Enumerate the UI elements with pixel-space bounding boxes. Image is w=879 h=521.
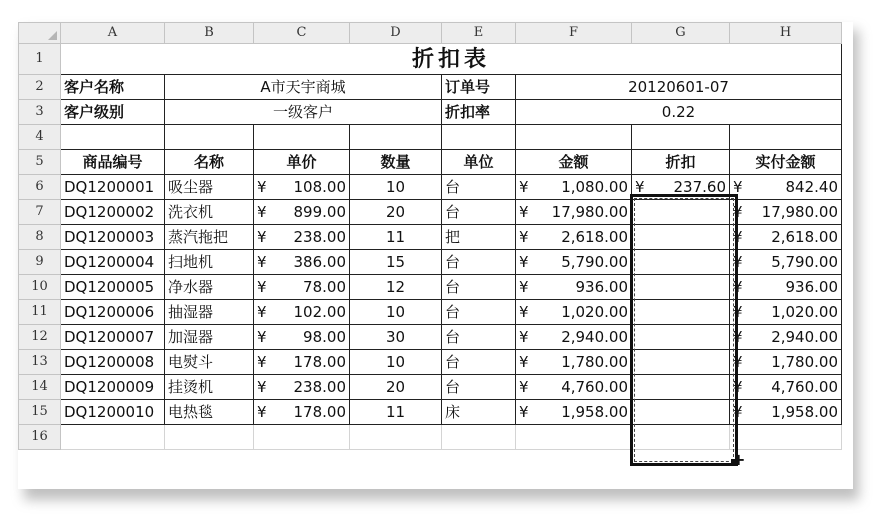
table-row [19, 275, 842, 300]
unit-price-cell[interactable] [254, 200, 350, 225]
product-name-cell[interactable]: 电熨斗 [165, 350, 254, 375]
customer-name-label[interactable]: 客户名称 [61, 75, 165, 100]
currency-symbol: ¥ [257, 303, 267, 321]
product-code-cell[interactable]: DQ1200010 [61, 400, 165, 425]
amount-cell[interactable] [516, 325, 632, 350]
unit-cell[interactable]: 台 [442, 175, 516, 200]
product-name-cell[interactable]: 加湿器 [165, 325, 254, 350]
currency-value: 1,020.00 [771, 303, 838, 321]
column-header-B[interactable]: B [165, 23, 254, 44]
unit-price-cell[interactable] [254, 250, 350, 275]
currency-symbol: ¥ [635, 178, 645, 196]
row-header-11[interactable]: 11 [19, 300, 61, 325]
empty-cell[interactable] [61, 425, 165, 450]
table-header[interactable]: 金额 [516, 150, 632, 175]
empty-cell[interactable] [165, 125, 254, 150]
column-header-H[interactable]: H [730, 23, 842, 44]
currency-symbol: ¥ [519, 328, 529, 346]
quantity-cell[interactable]: 11 [350, 225, 442, 250]
currency-symbol: ¥ [519, 253, 529, 271]
customer-level-value[interactable]: 一级客户 [165, 100, 442, 125]
amount-cell[interactable] [516, 250, 632, 275]
unit-cell[interactable]: 台 [442, 300, 516, 325]
row-header-1[interactable]: 1 [19, 44, 61, 75]
currency-symbol: ¥ [257, 403, 267, 421]
currency-symbol: ¥ [733, 228, 743, 246]
table-row [19, 250, 842, 275]
row-header-7[interactable]: 7 [19, 200, 61, 225]
currency-symbol: ¥ [519, 228, 529, 246]
unit-price-cell[interactable] [254, 375, 350, 400]
currency-symbol: ¥ [733, 328, 743, 346]
empty-cell[interactable] [165, 425, 254, 450]
discount-cell[interactable] [632, 200, 730, 225]
product-name-cell[interactable]: 净水器 [165, 275, 254, 300]
empty-cell[interactable] [254, 125, 350, 150]
unit-cell[interactable]: 台 [442, 375, 516, 400]
amount-cell[interactable] [516, 175, 632, 200]
table-header[interactable]: 折扣 [632, 150, 730, 175]
currency-value: 108.00 [293, 178, 346, 196]
currency-symbol: ¥ [519, 303, 529, 321]
unit-price-cell[interactable] [254, 175, 350, 200]
column-header-G[interactable]: G [632, 23, 730, 44]
empty-cell[interactable] [61, 125, 165, 150]
currency-value: 98.00 [303, 328, 346, 346]
column-header-C[interactable]: C [254, 23, 350, 44]
product-name-cell[interactable]: 挂烫机 [165, 375, 254, 400]
currency-symbol: ¥ [733, 178, 743, 196]
product-code-cell[interactable]: DQ1200006 [61, 300, 165, 325]
currency-value: 1,958.00 [561, 403, 628, 421]
discount-rate-value[interactable]: 0.22 [516, 100, 842, 125]
paid-amount-cell[interactable] [730, 175, 842, 200]
empty-cell[interactable] [254, 425, 350, 450]
product-code-cell[interactable]: DQ1200008 [61, 350, 165, 375]
quantity-cell[interactable]: 15 [350, 250, 442, 275]
currency-symbol: ¥ [733, 353, 743, 371]
currency-symbol: ¥ [733, 403, 743, 421]
paid-amount-cell[interactable] [730, 200, 842, 225]
quantity-cell[interactable]: 30 [350, 325, 442, 350]
row-header-2[interactable]: 2 [19, 75, 61, 100]
product-name-cell[interactable]: 扫地机 [165, 250, 254, 275]
unit-price-cell[interactable] [254, 400, 350, 425]
quantity-cell[interactable]: 11 [350, 400, 442, 425]
row-header-5[interactable]: 5 [19, 150, 61, 175]
currency-value: 2,940.00 [561, 328, 628, 346]
quantity-cell[interactable]: 10 [350, 300, 442, 325]
select-all-corner[interactable] [19, 23, 61, 44]
table-row [19, 225, 842, 250]
unit-cell[interactable]: 台 [442, 200, 516, 225]
order-no-value[interactable]: 20120601-07 [516, 75, 842, 100]
currency-symbol: ¥ [257, 378, 267, 396]
row-header-13[interactable]: 13 [19, 350, 61, 375]
unit-price-cell[interactable] [254, 225, 350, 250]
table-row [19, 400, 842, 425]
table-row [19, 175, 842, 200]
table-header[interactable]: 单位 [442, 150, 516, 175]
discount-cell[interactable] [632, 225, 730, 250]
currency-symbol: ¥ [519, 278, 529, 296]
empty-cell[interactable] [516, 125, 632, 150]
empty-cell[interactable] [632, 425, 730, 450]
product-name-cell[interactable]: 电热毯 [165, 400, 254, 425]
product-name-cell[interactable]: 吸尘器 [165, 175, 254, 200]
table-row [19, 350, 842, 375]
discount-cell[interactable] [632, 175, 730, 200]
empty-cell[interactable] [350, 125, 442, 150]
table-header[interactable]: 名称 [165, 150, 254, 175]
currency-value: 842.40 [785, 178, 838, 196]
currency-symbol: ¥ [257, 328, 267, 346]
discount-cell[interactable] [632, 375, 730, 400]
row-header-4[interactable]: 4 [19, 125, 61, 150]
currency-symbol: ¥ [257, 278, 267, 296]
table-header[interactable]: 单价 [254, 150, 350, 175]
customer-name-value[interactable]: A市天宇商城 [165, 75, 442, 100]
row-header-9[interactable]: 9 [19, 250, 61, 275]
row-header-15[interactable]: 15 [19, 400, 61, 425]
row-header-16[interactable]: 16 [19, 425, 61, 450]
unit-price-cell[interactable] [254, 350, 350, 375]
currency-symbol: ¥ [733, 278, 743, 296]
product-name-cell[interactable]: 洗衣机 [165, 200, 254, 225]
paid-amount-cell[interactable] [730, 300, 842, 325]
currency-value: 5,790.00 [771, 253, 838, 271]
quantity-cell[interactable]: 10 [350, 350, 442, 375]
currency-value: 2,618.00 [561, 228, 628, 246]
currency-symbol: ¥ [257, 203, 267, 221]
currency-symbol: ¥ [733, 253, 743, 271]
currency-symbol: ¥ [519, 178, 529, 196]
amount-cell[interactable] [516, 375, 632, 400]
product-code-cell[interactable]: DQ1200002 [61, 200, 165, 225]
empty-cell[interactable] [730, 425, 842, 450]
row-header-14[interactable]: 14 [19, 375, 61, 400]
column-header-E[interactable]: E [442, 23, 516, 44]
currency-value: 178.00 [293, 403, 346, 421]
currency-value: 936.00 [575, 278, 628, 296]
column-header-F[interactable]: F [516, 23, 632, 44]
currency-value: 2,618.00 [771, 228, 838, 246]
currency-symbol: ¥ [257, 253, 267, 271]
currency-value: 17,980.00 [551, 203, 628, 221]
spreadsheet [18, 22, 853, 489]
unit-cell[interactable]: 台 [442, 250, 516, 275]
empty-cell[interactable] [632, 125, 730, 150]
discount-cell[interactable] [632, 275, 730, 300]
amount-cell[interactable] [516, 200, 632, 225]
worksheet-grid [18, 22, 842, 450]
table-header[interactable]: 商品编号 [61, 150, 165, 175]
empty-cell[interactable] [442, 125, 516, 150]
discount-cell[interactable] [632, 400, 730, 425]
empty-cell[interactable] [442, 425, 516, 450]
unit-cell[interactable]: 床 [442, 400, 516, 425]
currency-value: 1,780.00 [771, 353, 838, 371]
row-header-6[interactable]: 6 [19, 175, 61, 200]
table-row [19, 200, 842, 225]
currency-value: 78.00 [303, 278, 346, 296]
currency-value: 1,020.00 [561, 303, 628, 321]
product-name-cell[interactable]: 蒸汽拖把 [165, 225, 254, 250]
currency-value: 178.00 [293, 353, 346, 371]
currency-value: 238.00 [293, 378, 346, 396]
column-header-D[interactable]: D [350, 23, 442, 44]
quantity-cell[interactable]: 20 [350, 200, 442, 225]
currency-value: 2,940.00 [771, 328, 838, 346]
currency-value: 936.00 [785, 278, 838, 296]
unit-cell[interactable]: 台 [442, 325, 516, 350]
order-no-label[interactable]: 订单号 [442, 75, 516, 100]
amount-cell[interactable] [516, 350, 632, 375]
currency-symbol: ¥ [519, 403, 529, 421]
amount-cell[interactable] [516, 225, 632, 250]
currency-value: 386.00 [293, 253, 346, 271]
currency-value: 5,790.00 [561, 253, 628, 271]
quantity-cell[interactable]: 12 [350, 275, 442, 300]
sheet-title[interactable]: 折扣表 [61, 44, 842, 75]
row-header-8[interactable]: 8 [19, 225, 61, 250]
product-code-cell[interactable]: DQ1200001 [61, 175, 165, 200]
currency-value: 4,760.00 [771, 378, 838, 396]
unit-price-cell[interactable] [254, 300, 350, 325]
quantity-cell[interactable]: 10 [350, 175, 442, 200]
paid-amount-cell[interactable] [730, 225, 842, 250]
discount-cell[interactable] [632, 325, 730, 350]
row-header-3[interactable]: 3 [19, 100, 61, 125]
currency-value: 102.00 [293, 303, 346, 321]
currency-symbol: ¥ [519, 203, 529, 221]
table-row [19, 325, 842, 350]
currency-value: 17,980.00 [761, 203, 838, 221]
paid-amount-cell[interactable] [730, 275, 842, 300]
fill-cursor-icon: + [732, 450, 746, 469]
paid-amount-cell[interactable] [730, 250, 842, 275]
currency-symbol: ¥ [257, 353, 267, 371]
discount-rate-label[interactable]: 折扣率 [442, 100, 516, 125]
currency-symbol: ¥ [733, 203, 743, 221]
empty-cell[interactable] [350, 425, 442, 450]
currency-symbol: ¥ [519, 353, 529, 371]
discount-cell[interactable] [632, 250, 730, 275]
table-header[interactable]: 实付金额 [730, 150, 842, 175]
table-header[interactable]: 数量 [350, 150, 442, 175]
column-header-A[interactable]: A [61, 23, 165, 44]
row-header-10[interactable]: 10 [19, 275, 61, 300]
product-code-cell[interactable]: DQ1200003 [61, 225, 165, 250]
currency-symbol: ¥ [733, 303, 743, 321]
discount-cell[interactable] [632, 300, 730, 325]
currency-value: 1,080.00 [561, 178, 628, 196]
table-row [19, 375, 842, 400]
currency-symbol: ¥ [519, 378, 529, 396]
currency-value: 1,958.00 [771, 403, 838, 421]
row-header-12[interactable]: 12 [19, 325, 61, 350]
currency-symbol: ¥ [257, 178, 267, 196]
product-name-cell[interactable]: 抽湿器 [165, 300, 254, 325]
customer-level-label[interactable]: 客户级别 [61, 100, 165, 125]
unit-cell[interactable]: 台 [442, 275, 516, 300]
currency-value: 4,760.00 [561, 378, 628, 396]
paid-amount-cell[interactable] [730, 325, 842, 350]
paid-amount-cell[interactable] [730, 400, 842, 425]
paid-amount-cell[interactable] [730, 350, 842, 375]
quantity-cell[interactable]: 20 [350, 375, 442, 400]
paid-amount-cell[interactable] [730, 375, 842, 400]
empty-cell[interactable] [730, 125, 842, 150]
product-code-cell[interactable]: DQ1200009 [61, 375, 165, 400]
currency-symbol: ¥ [733, 378, 743, 396]
product-code-cell[interactable]: DQ1200007 [61, 325, 165, 350]
unit-cell[interactable]: 台 [442, 350, 516, 375]
product-code-cell[interactable]: DQ1200004 [61, 250, 165, 275]
table-row [19, 300, 842, 325]
amount-cell[interactable] [516, 300, 632, 325]
currency-value: 237.60 [673, 178, 726, 196]
unit-cell[interactable]: 把 [442, 225, 516, 250]
discount-cell[interactable] [632, 350, 730, 375]
currency-symbol: ¥ [257, 228, 267, 246]
unit-price-cell[interactable] [254, 275, 350, 300]
amount-cell[interactable] [516, 400, 632, 425]
currency-value: 238.00 [293, 228, 346, 246]
unit-price-cell[interactable] [254, 325, 350, 350]
amount-cell[interactable] [516, 275, 632, 300]
currency-value: 1,780.00 [561, 353, 628, 371]
product-code-cell[interactable]: DQ1200005 [61, 275, 165, 300]
currency-value: 899.00 [293, 203, 346, 221]
empty-cell[interactable] [516, 425, 632, 450]
